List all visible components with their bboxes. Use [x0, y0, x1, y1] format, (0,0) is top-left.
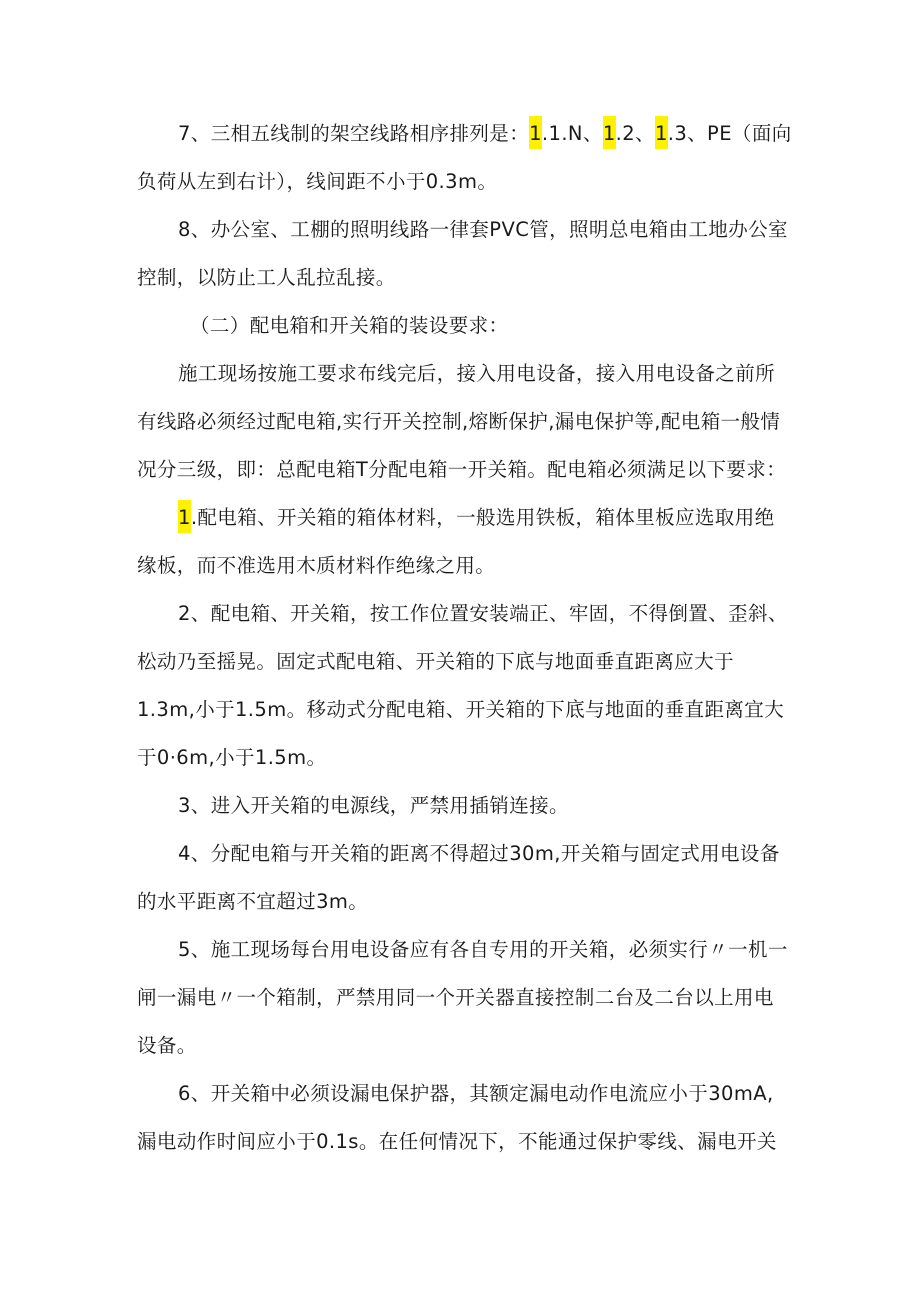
text-run: 5、施工现场每台用电设备应有各自专用的开关箱，必须实行〃一机一 — [178, 938, 788, 961]
text-run: 漏电动作时间应小于0.1s。在任何情况下，不能通过保护零线、漏电开关 — [137, 1130, 777, 1153]
text-line — [137, 1127, 777, 1157]
highlighted-text: 1 — [603, 116, 616, 149]
text-run: 况分三级，即：总配电箱T分配电箱一开关箱。配电箱必须满足以下要求： — [137, 458, 787, 481]
text-line — [137, 887, 368, 917]
text-run: 2、配电箱、开关箱，按工作位置安装端正、牢固，不得倒置、歪斜、 — [178, 602, 788, 625]
text-run: 施工现场按施工要求布线完后，接入用电设备，接入用电设备之前所 — [178, 362, 776, 385]
text-run: 的水平距离不宜超过3m。 — [137, 890, 369, 913]
highlighted-text: 1 — [178, 500, 191, 533]
text-run: 4、分配电箱与开关箱的距离不得超过30m,开关箱与固定式用电设备 — [178, 842, 780, 865]
text-line — [178, 359, 775, 389]
text-run: 松动乃至摇晃。固定式配电箱、开关箱的下底与地面垂直距离应大于 — [137, 650, 735, 673]
text-run: 8、办公室、工棚的照明线路一律套PVC管，照明总电箱由工地办公室 — [178, 218, 788, 241]
text-run: 控制，以防止工人乱拉乱接。 — [137, 266, 396, 289]
text-run: 负荷从左到右计），线间距不小于0.3m。 — [137, 170, 498, 193]
text-run: .2、 — [615, 122, 655, 145]
text-line — [178, 935, 788, 965]
text-line — [137, 983, 774, 1013]
text-line — [137, 1031, 197, 1061]
text-line — [178, 839, 780, 869]
text-run: .配电箱、开关箱的箱体材料，一般选用铁板，箱体里板应选取用绝 — [190, 506, 775, 529]
section-heading — [190, 311, 508, 341]
text-line — [137, 407, 780, 437]
text-line — [137, 551, 495, 581]
text-run: 3、进入开关箱的电源线，严禁用插销连接。 — [178, 794, 569, 817]
text-run: 1.3m,小于1.5m。移动式分配电箱、开关箱的下底与地面的垂直距离宜大 — [137, 698, 785, 721]
text-run: .1.N、 — [541, 122, 603, 145]
text-run: 缘板，而不准选用木质材料作绝缘之用。 — [137, 554, 496, 577]
text-line — [178, 215, 788, 245]
text-run: .3、PE（面向 — [667, 122, 792, 145]
text-line — [137, 743, 326, 773]
highlighted-text: 1 — [529, 116, 542, 149]
text-run: 设备。 — [137, 1034, 197, 1057]
text-line — [178, 599, 788, 629]
text-line — [137, 263, 396, 293]
text-run: 6、开关箱中必须设漏电保护器，其额定漏电动作电流应小于30mA, — [178, 1082, 774, 1105]
text-run: 有线路必须经过配电箱,实行开关控制,熔断保护,漏电保护等,配电箱一般情 — [137, 410, 781, 433]
text-line — [137, 647, 734, 677]
text-line — [178, 791, 569, 821]
text-line — [178, 503, 775, 533]
text-run: （二）配电箱和开关箱的装设要求： — [190, 314, 509, 337]
text-line — [137, 455, 786, 485]
text-run: 于0·6m,小于1.5m。 — [137, 746, 327, 769]
text-line — [178, 119, 792, 149]
text-line — [178, 1079, 774, 1109]
highlighted-text: 1 — [655, 116, 668, 149]
text-run: 闸一漏电〃一个箱制，严禁用同一个开关器直接控制二台及二台以上用电 — [137, 986, 774, 1009]
text-run: 7、三相五线制的架空线路相序排列是： — [178, 122, 530, 145]
text-line — [137, 167, 497, 197]
text-line — [137, 695, 784, 725]
